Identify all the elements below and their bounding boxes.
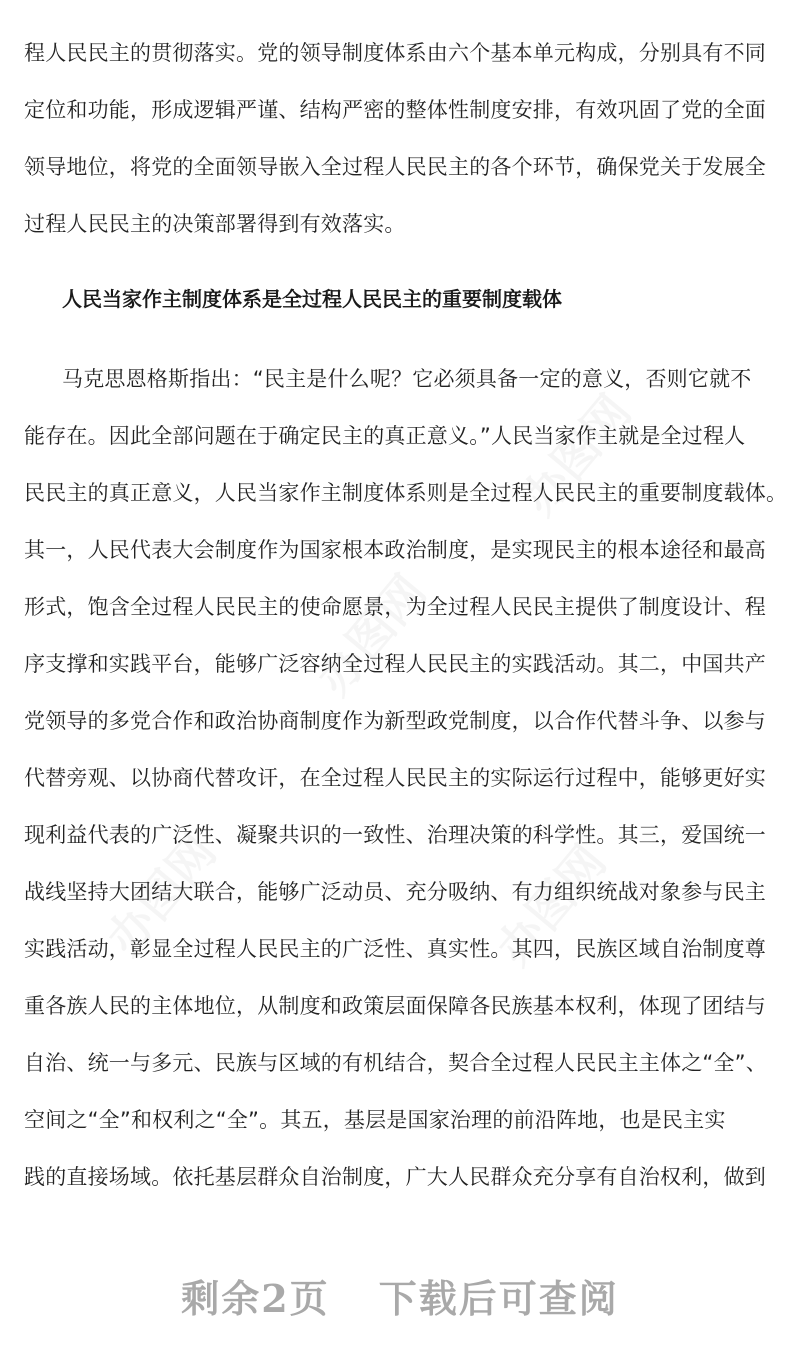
paragraph-line: 其一，人民代表大会制度作为国家根本政治制度，是实现民主的根本途径和最高: [24, 538, 766, 562]
paragraph-line: 形式，饱含全过程人民民主的使命愿景，为全过程人民民主提供了制度设计、程: [24, 595, 766, 619]
paragraph-line: 马克思恩格斯指出：“民主是什么呢？它必须具备一定的意义，否则它就不: [62, 367, 752, 391]
paragraph-line: 程人民民主的贯彻落实。党的领导制度体系由六个基本单元构成，分别具有不同: [24, 41, 766, 65]
paragraph-line: 代替旁观、以协商代替攻讦，在全过程人民民主的实际运行过程中，能够更好实: [24, 766, 766, 790]
paragraph-line: 空间之“全”和权利之“全”。其五，基层是国家治理的前沿阵地，也是民主实: [24, 1108, 726, 1132]
watermark: [299, 559, 438, 707]
paragraph-line: 序支撑和实践平台，能够广泛容纳全过程人民民主的实践活动。其二，中国共产: [24, 652, 766, 676]
paragraph-line: 领导地位，将党的全面领导嵌入全过程人民民主的各个环节，确保党关于发展全: [24, 155, 766, 179]
paragraph-line: 能存在。因此全部问题在于确定民主的真正意义。”人民当家作主就是全过程人: [24, 424, 746, 448]
section-heading: 人民当家作主制度体系是全过程人民民主的重要制度载体: [62, 287, 562, 311]
paragraph-line: 自治、统一与多元、民族与区域的有机结合，契合全过程人民民主主体之“全”、: [24, 1051, 767, 1075]
paragraph-line: 党领导的多党合作和政治协商制度作为新型政党制度，以合作代替斗争、以参与: [24, 709, 766, 733]
download-banner[interactable]: [0, 1268, 800, 1323]
paragraph-line: 定位和功能，形成逻辑严谨、结构严密的整体性制度安排，有效巩固了党的全面: [24, 98, 766, 122]
paragraph-line: 实践活动，彰显全过程人民民主的广泛性、真实性。其四，民族区域自治制度尊: [24, 937, 766, 961]
download-prompt-label[interactable]: 下载后可查阅: [378, 1276, 619, 1321]
paragraph-line: 民民主的真正意义，人民当家作主制度体系则是全过程人民民主的重要制度载体。: [24, 481, 788, 505]
paragraph-line: 现利益代表的广泛性、凝聚共识的一致性、治理决策的科学性。其三，爱国统一: [24, 823, 766, 847]
paragraph-line: 践的直接场域。依托基层群众自治制度，广大人民群众充分享有自治权利，做到: [24, 1165, 766, 1189]
paragraph-line: 重各族人民的主体地位，从制度和政策层面保障各民族基本权利，体现了团结与: [24, 994, 766, 1018]
paragraph-line: 过程人民民主的决策部署得到有效落实。: [24, 212, 406, 236]
paragraph-line: 战线坚持大团结大联合，能够广泛动员、充分吸纳、有力组织统战对象参与民主: [24, 880, 766, 904]
remaining-pages-label: 剩余2页: [181, 1276, 330, 1321]
